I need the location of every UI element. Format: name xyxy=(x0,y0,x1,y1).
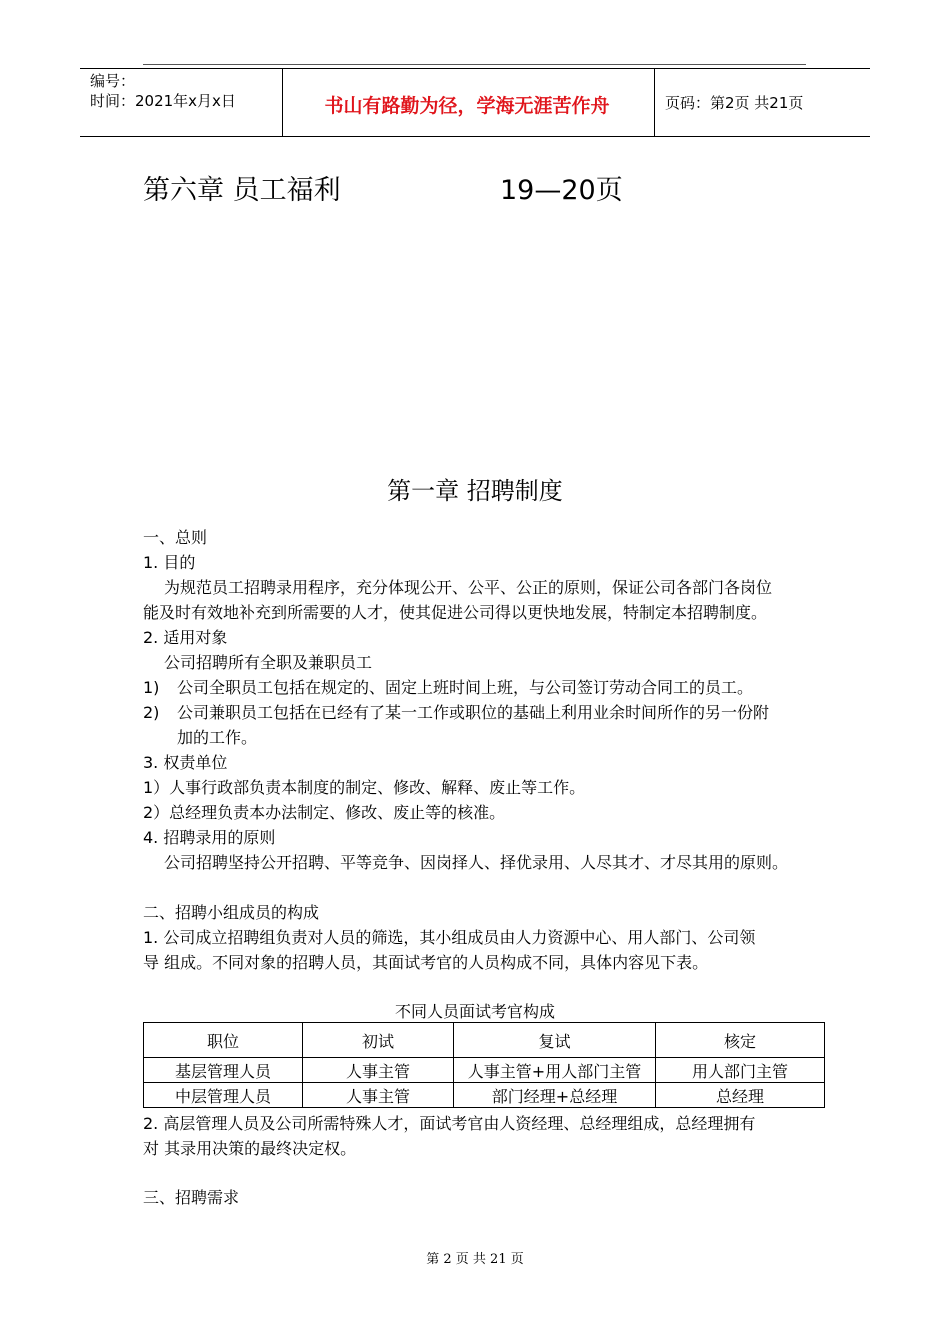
table-header-row xyxy=(144,1023,825,1058)
page-header xyxy=(80,68,870,137)
subsection-responsibility: 3. 权责单位 xyxy=(143,753,228,772)
toc-chapter: 第六章 员工福利 xyxy=(143,175,341,206)
table-caption: 不同人员面试考官构成 xyxy=(394,1002,555,1021)
motto: 书山有路勤为径，学海无涯苦作舟 xyxy=(324,95,610,117)
list-item-number: 1) xyxy=(143,678,160,697)
page-footer: 第 2 页 共 21 页 xyxy=(426,1252,524,1267)
table-cell: 用人部门主管 xyxy=(656,1058,825,1083)
list-item: 2）总经理负责本办法制定、修改、废止等的核准。 xyxy=(143,803,506,822)
page-label: 页码：第2页 共21页 xyxy=(665,94,804,112)
section-1-heading: 一、总则 xyxy=(143,528,208,547)
table-cell: 基层管理人员 xyxy=(144,1058,303,1083)
top-rule xyxy=(143,64,806,65)
toc-pages: 19—20页 xyxy=(500,175,623,206)
list-item-number: 2) xyxy=(143,703,160,722)
scope-paragraph: 公司招聘所有全职及兼职员工 xyxy=(164,653,373,672)
subsection-principles: 4. 招聘录用的原则 xyxy=(143,828,276,847)
section-3-heading: 三、招聘需求 xyxy=(143,1188,240,1207)
interviewer-table xyxy=(143,1022,825,1108)
table-cell: 中层管理人员 xyxy=(144,1083,303,1108)
table-row xyxy=(144,1083,825,1108)
table-cell: 部门经理+总经理 xyxy=(454,1083,656,1108)
table-cell: 总经理 xyxy=(656,1083,825,1108)
table-cell: 人事主管 xyxy=(303,1083,454,1108)
time-label: 时间：2021年x月x日 xyxy=(90,92,236,110)
section-2-note-line2: 对 其录用决策的最终决定权。 xyxy=(143,1139,357,1158)
principles-paragraph: 公司招聘坚持公开招聘、平等竞争、因岗择人、择优录用、人尽其才、才尽其用的原则。 xyxy=(164,853,789,872)
subsection-scope: 2. 适用对象 xyxy=(143,628,228,647)
list-item: 1）人事行政部负责本制度的制定、修改、解释、废止等工作。 xyxy=(143,778,586,797)
section-2-paragraph-line2: 导 组成。不同对象的招聘人员，其面试考官的人员构成不同，具体内容见下表。 xyxy=(143,953,709,972)
purpose-paragraph-line1: 为规范员工招聘录用程序，充分体现公开、公平、公正的原则，保证公司各部门各岗位 xyxy=(164,578,773,597)
table-header-cell: 复试 xyxy=(454,1023,656,1058)
table-header-cell: 职位 xyxy=(144,1023,303,1058)
chapter-title: 第一章 招聘制度 xyxy=(387,477,563,505)
table-cell: 人事主管+用人部门主管 xyxy=(454,1058,656,1083)
subsection-purpose: 1. 目的 xyxy=(143,553,196,572)
list-item-continuation: 加的工作。 xyxy=(177,728,258,747)
section-2-heading: 二、招聘小组成员的构成 xyxy=(143,903,320,922)
table-row xyxy=(144,1058,825,1083)
list-item: 公司全职员工包括在规定的、固定上班时间上班，与公司签订劳动合同工的员工。 xyxy=(177,678,754,697)
table-cell: 人事主管 xyxy=(303,1058,454,1083)
header-divider-right xyxy=(654,69,655,136)
section-2-note-line1: 2. 高层管理人员及公司所需特殊人才，面试考官由人资经理、总经理组成，总经理拥有 xyxy=(143,1114,756,1133)
list-item: 公司兼职员工包括在已经有了某一工作或职位的基础上利用业余时间所作的另一份附 xyxy=(177,703,770,722)
purpose-paragraph-line2: 能及时有效地补充到所需要的人才，使其促进公司得以更快地发展，特制定本招聘制度。 xyxy=(143,603,768,622)
section-2-paragraph-line1: 1. 公司成立招聘组负责对人员的筛选，其小组成员由人力资源中心、用人部门、公司领 xyxy=(143,928,756,947)
table-header-cell: 核定 xyxy=(656,1023,825,1058)
table-header-cell: 初试 xyxy=(303,1023,454,1058)
number-label: 编号： xyxy=(90,72,136,90)
